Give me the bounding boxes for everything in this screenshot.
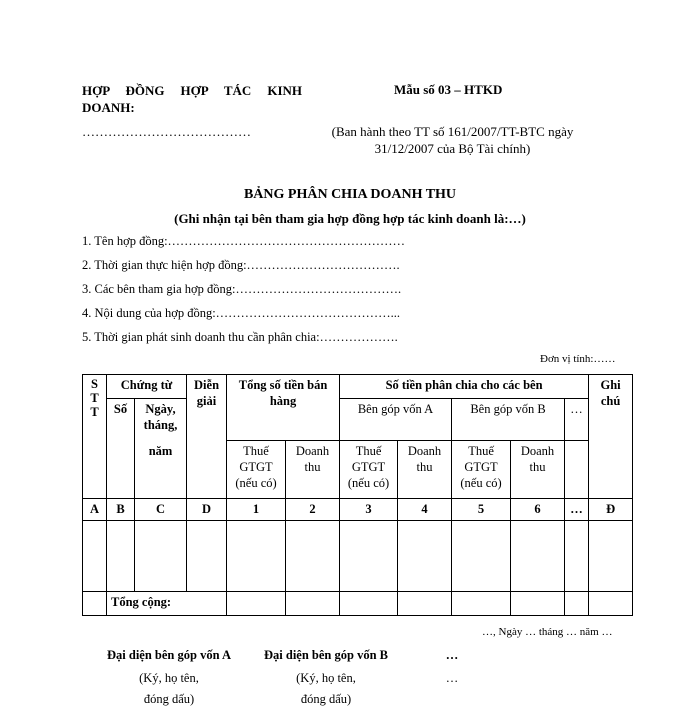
contract-type-line1: HỢP ĐỒNG HỢP TÁC KINH — [82, 83, 302, 98]
table-cell — [452, 521, 511, 592]
table-cell — [227, 592, 286, 616]
table-cell — [340, 592, 398, 616]
signature-a-instruction: (Ký, họ tên, — [139, 671, 199, 685]
contract-type-line2: DOANH: — [82, 100, 135, 115]
table-cell — [565, 521, 589, 592]
signature-b-seal: đóng dấu) — [300, 692, 352, 706]
code-cell: 5 — [452, 499, 511, 521]
col-ngay: Ngày, tháng, — [135, 399, 187, 441]
code-cell: C — [135, 499, 187, 521]
table-cell — [511, 521, 565, 592]
col-other-blank — [565, 441, 589, 499]
table-cell — [286, 592, 340, 616]
date-line: …, Ngày … tháng … năm … — [482, 626, 613, 638]
revenue-table — [82, 374, 633, 616]
col-tong-so: Tổng số tiền bán hàng — [227, 375, 340, 441]
total-row — [83, 592, 633, 616]
table-cell — [83, 521, 107, 592]
code-cell: 6 — [511, 499, 565, 521]
code-cell: A — [83, 499, 107, 521]
issued-line2: 31/12/2007 của Bộ Tài chính) — [374, 141, 531, 156]
code-cell: 2 — [286, 499, 340, 521]
code-cell: … — [565, 499, 589, 521]
signature-b-title: Đại diện bên góp vốn B — [264, 648, 388, 662]
contract-name-dots: ………………………………… — [82, 124, 251, 139]
code-cell: 4 — [398, 499, 452, 521]
col-b-doanh-thu: Doanh thu — [511, 441, 565, 499]
table-cell — [107, 521, 135, 592]
table-cell — [83, 592, 107, 616]
info-line-content: 4. Nội dung của hợp đồng:……………………………………... — [82, 306, 401, 320]
col-b-thue: Thuế GTGT (nếu có) — [452, 441, 511, 499]
table-cell — [511, 592, 565, 616]
unit-label: Đơn vị tính:…… — [540, 353, 616, 365]
table-cell — [398, 592, 452, 616]
contract-type-label — [82, 82, 302, 116]
col-tong-doanh-thu: Doanh thu — [286, 441, 340, 499]
code-cell: 1 — [227, 499, 286, 521]
info-line-contract-name: 1. Tên hợp đồng:………………………………………………… — [82, 234, 406, 248]
info-line-duration: 2. Thời gian thực hiện hợp đồng:………………………………. — [82, 258, 400, 272]
stt-label: S T T — [90, 377, 99, 419]
table-cell — [589, 592, 633, 616]
col-ben-a: Bên góp vốn A — [340, 399, 452, 441]
code-row — [83, 499, 633, 521]
code-cell: Đ — [589, 499, 633, 521]
signature-a-title: Đại diện bên góp vốn A — [107, 648, 231, 662]
table-cell — [340, 521, 398, 592]
col-ben-b: Bên góp vốn B — [452, 399, 565, 441]
col-dien-giai: Diễn giải — [187, 375, 227, 499]
issued-line1: (Ban hành theo TT số 161/2007/TT-BTC ngày — [331, 124, 574, 139]
total-label: Tổng cộng: — [107, 592, 227, 616]
table-cell — [565, 592, 589, 616]
page-title: BẢNG PHÂN CHIA DOANH THU — [243, 187, 457, 202]
signature-other-title: … — [445, 648, 459, 662]
code-cell: D — [187, 499, 227, 521]
page-subtitle: (Ghi nhận tại bên tham gia hợp đồng hợp tác kinh doanh là:…) — [174, 211, 526, 226]
col-a-doanh-thu: Doanh thu — [398, 441, 452, 499]
col-stt — [83, 375, 107, 499]
code-cell: B — [107, 499, 135, 521]
data-row — [83, 521, 633, 592]
col-ghi-chu: Ghi chú — [589, 375, 633, 499]
form-code: Mẫu số 03 – HTKD — [394, 82, 503, 97]
code-cell: 3 — [340, 499, 398, 521]
signature-b-instruction: (Ký, họ tên, — [296, 671, 356, 685]
col-chung-tu: Chứng từ — [107, 375, 187, 399]
info-line-revenue-period: 5. Thời gian phát sinh doanh thu cần phân chia:………………. — [82, 330, 398, 344]
col-tong-thue: Thuế GTGT (nếu có) — [227, 441, 286, 499]
issued-by — [315, 123, 590, 157]
signature-a-seal: đóng dấu) — [143, 692, 195, 706]
table-cell — [187, 521, 227, 592]
table-cell — [135, 521, 187, 592]
col-nam: năm — [135, 441, 187, 499]
col-so: Số — [107, 399, 135, 499]
col-other-parties: … — [565, 399, 589, 441]
col-a-thue: Thuế GTGT (nếu có) — [340, 441, 398, 499]
signature-other-instruction: … — [445, 671, 459, 685]
table-cell — [398, 521, 452, 592]
table-cell — [589, 521, 633, 592]
table-cell — [452, 592, 511, 616]
col-so-tien-phan-chia: Số tiền phân chia cho các bên — [340, 375, 589, 399]
table-cell — [286, 521, 340, 592]
table-cell — [227, 521, 286, 592]
info-line-parties: 3. Các bên tham gia hợp đồng:…………………………………. — [82, 282, 402, 296]
